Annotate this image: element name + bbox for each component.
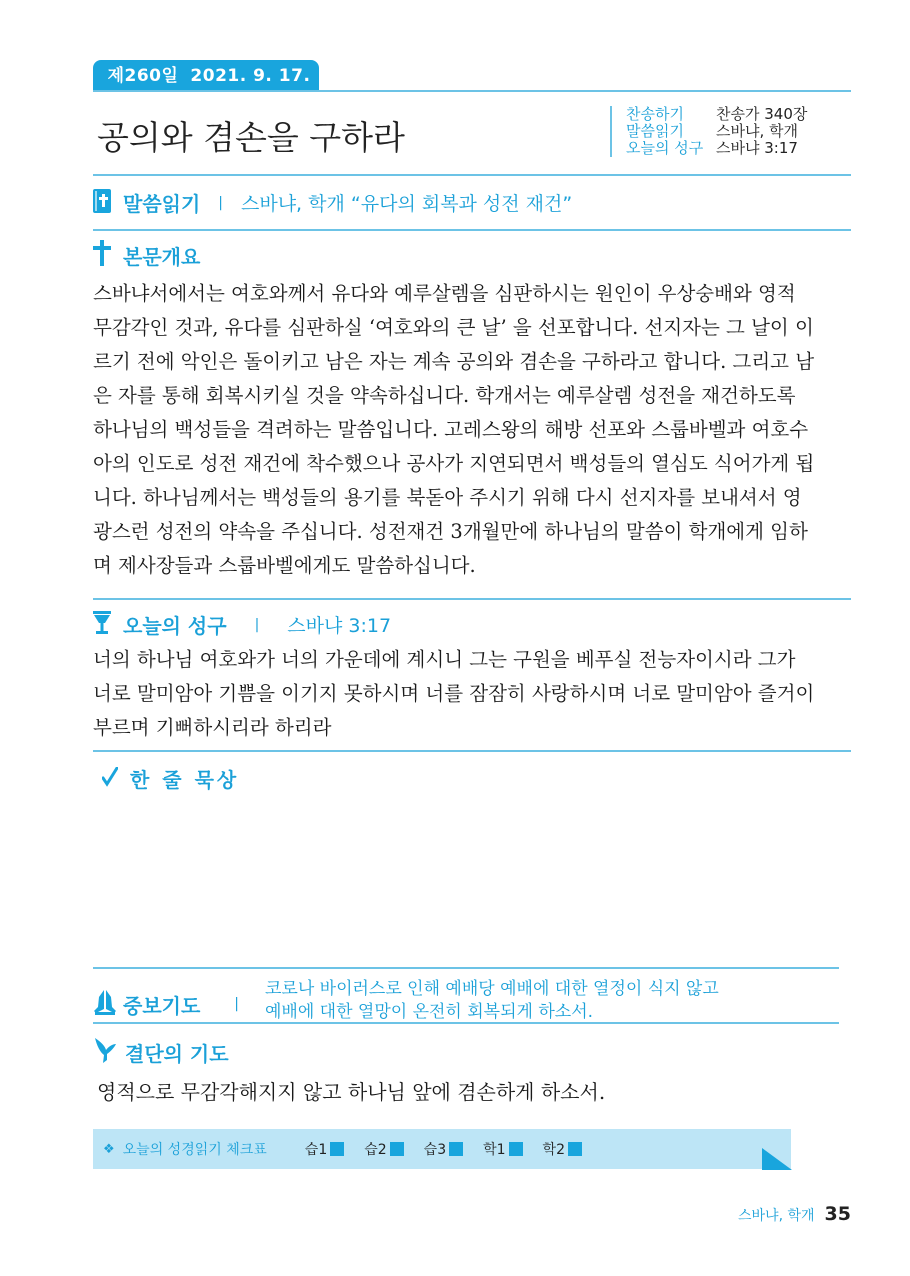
rule-above-reading [93,174,851,176]
resolution-text: 영적으로 무감각해지지 않고 하나님 앞에 겸손하게 하소서. [97,1080,606,1104]
bible-icon [93,189,111,217]
rule-above-verse [93,598,851,600]
footer-book: 스바냐, 학개 [738,1208,815,1224]
day-label: 제260일 [107,66,179,86]
overview-line: 광스런 성전의 약속을 주십니다. 성전재건 3개월만에 하나님의 말씀이 학개에게 임하 [93,520,808,543]
intercession-line: 예배에 대한 열망이 온전히 회복되게 하소서. [265,1002,594,1022]
info-value: 스바냐 3:17 [716,139,798,157]
verse-separator: | [254,616,260,633]
date-tab [93,60,319,118]
info-row-hymn [626,106,807,123]
rule-above-overview [93,229,851,231]
checkbox[interactable] [330,1142,344,1156]
intercession-separator: | [234,996,239,1012]
verse-line: 부르며 기뻐하시리라 하리라 [93,716,332,739]
reading-reference: 스바냐, 학개 “유다의 회복과 성전 재건” [241,193,573,215]
intercession-line: 코로나 바이러스로 인해 예배당 예배에 대한 열정이 식지 않고 [265,979,719,999]
overview-line: 무감각인 것과, 유다를 심판하실 ‘여호와의 큰 날’ 을 선포합니다. 선지자는 그 날이 이 [93,316,814,339]
page-footer [738,1203,851,1225]
reading-separator: | [218,194,223,211]
verse-line: 너의 하나님 여호와가 너의 가운데에 계시니 그는 구원을 베푸실 전능자이시라 그가 [93,648,796,671]
checklist-item-label: 습2 [364,1142,387,1158]
intercession-title: 중보기도 [123,993,201,1018]
info-key: 오늘의 성구 [626,139,704,157]
checklist-item-label: 학2 [542,1142,565,1158]
side-info-panel [610,106,807,157]
checklist-item-zeph2[interactable] [364,1139,403,1159]
verse-reference: 스바냐 3:17 [287,615,392,637]
resolution-section-head [93,1036,229,1068]
info-value: 스바냐, 학개 [716,122,798,140]
info-value: 찬송가 340장 [716,105,808,123]
checklist-item-hag2[interactable] [543,1139,582,1159]
checkbox[interactable] [509,1142,523,1156]
verse-title: 오늘의 성구 [123,614,227,638]
overview-line: 스바냐서에서는 여호와께서 유다와 예루살렘을 심판하시는 원인이 우상숭배와 영적 [93,282,796,305]
checkbox[interactable] [390,1142,404,1156]
checklist-item-label: 습1 [304,1142,328,1158]
checklist-bullet: ❖ [103,1141,115,1157]
info-key: 찬송하기 [626,105,684,123]
overview-line: 은 자를 통해 회복시키실 것을 약속하십니다. 학개서는 예루살렘 성전을 재건하도록 [93,384,796,407]
checklist-item-label: 학1 [483,1142,506,1158]
header-top-rule [93,90,851,92]
rule-below-intercession [93,1022,839,1024]
checklist-item-zeph1[interactable] [305,1139,344,1159]
verse-body [93,643,853,745]
overview-line: 하나님의 백성들을 격려하는 말씀입니다. 고레스왕의 해방 선포와 스룹바벨과 여호수 [93,418,809,441]
reading-title: 말씀읽기 [123,192,201,216]
page-corner-mark [762,1148,792,1170]
verse-section-head [93,610,391,639]
overview-section-head [93,240,200,270]
checkbox[interactable] [449,1142,463,1156]
overview-line: 아의 인도로 성전 재건에 착수했으나 공사가 지연되면서 백성들의 열심도 식어가게 됩 [93,452,815,475]
overview-line: 니다. 하나님께서는 백성들의 용기를 북돋아 주시기 위해 다시 선지자를 보내셔서 영 [93,486,802,509]
overview-line: 며 제사장들과 스룹바벨에게도 말씀하십니다. [93,554,476,577]
rule-above-intercession [93,967,839,969]
resolution-title: 결단의 기도 [125,1041,229,1066]
checklist-title: 오늘의 성경읽기 체크표 [122,1142,267,1158]
checklist-item-label: 습3 [423,1142,447,1158]
intercession-section-head [93,979,719,1024]
meditation-title: 한 줄 묵상 [130,768,240,792]
checklist-item-hag1[interactable] [483,1139,522,1159]
verse-line: 너로 말미암아 기쁨을 이기지 못하시며 너를 잠잠히 사랑하시며 너로 말미암아 즐거이 [93,682,815,705]
meditation-writing-area[interactable] [93,782,851,962]
overview-body [93,277,853,583]
praying-hands-icon [93,989,117,1019]
goblet-icon [93,611,111,639]
cross-icon [93,240,111,270]
overview-line: 르기 전에 악인은 돌이키고 남은 자는 계속 공의와 겸손을 구하라고 합니다. 그리고 남 [93,350,815,373]
reading-checklist [93,1129,791,1169]
intercession-text [265,978,719,1024]
reading-section-head [93,188,572,217]
info-key: 말씀읽기 [626,122,684,140]
page-number: 35 [824,1203,851,1225]
checklist-item-zeph3[interactable] [424,1139,463,1159]
dove-icon [93,1036,117,1068]
page-title: 공의와 겸손을 구하라 [97,118,405,157]
date-label: 2021. 9. 17. 금 [190,66,311,118]
info-row-verse [626,140,807,157]
info-row-reading [626,123,807,140]
checkbox[interactable] [568,1142,582,1156]
rule-above-meditation [93,750,851,752]
overview-title: 본문개요 [123,244,201,269]
